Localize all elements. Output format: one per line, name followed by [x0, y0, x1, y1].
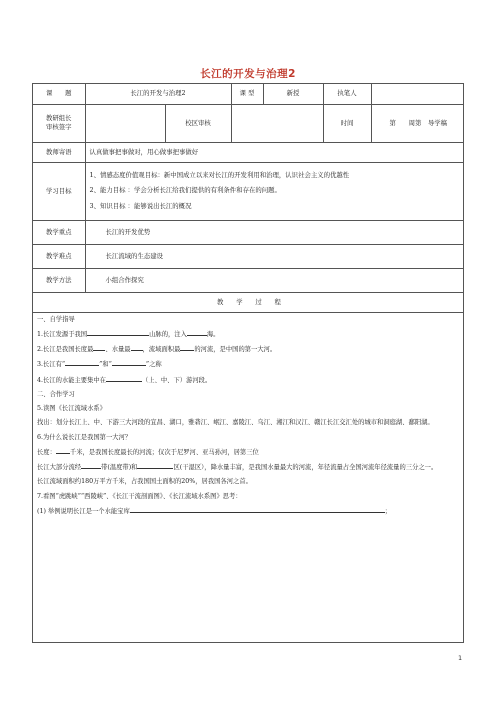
section-cooperative: 二、合作学习 [37, 390, 75, 398]
group-sign-value [85, 104, 165, 142]
question-5: 5.读图《长江流域水系》 [37, 405, 106, 412]
goals-label: 学习目标 [33, 162, 85, 220]
lesson-plan-sheet [32, 83, 464, 643]
question-6-length: 长度： 千米，是我国长度最长的河流；仅次于尼罗河、亚马孙河，居第三位 [37, 448, 259, 456]
page-number: 1 [458, 654, 463, 662]
author-value [371, 84, 464, 104]
goal-item: 3、知识目标 ：能够说出长江的概况 [89, 201, 192, 210]
question-3: 3.长江有“ ”和“ ”之称 [37, 361, 162, 369]
question-6-climate: 长江大部分流经 带(温度带)和 区(干湿区），降水量丰富，是我国水量最大的河流，年径流量占全国河流年径流量的三分之一。 [37, 464, 438, 471]
question-5-text: 找出：划分长江上、中、下游三大河段的宜昌、湖口，雅砻江、岷江、嘉陵江、乌江、湘江和汉江、赣江长江交汇处的城市和洞庭湖、鄱阳湖。 [37, 419, 434, 427]
section-self-study: 一、自学指导 [37, 315, 75, 323]
goals-list [85, 162, 464, 220]
question-7: 7.看图“虎跳峡”“西陵峡”、《长江干流剖面图》、《长江流域水系图》思考： [37, 492, 242, 500]
process-header: 教 学 过 程 [33, 292, 464, 312]
teacher-note-label: 教师寄语 [33, 142, 85, 162]
key-point-label: 教学重点 [33, 220, 85, 244]
question-4: 4.长江的水能主要集中在 （上、中、下）游河段。 [37, 376, 212, 384]
key-point-value: 长江的开发优势 [85, 220, 464, 244]
topic-value: 长江的开发与治理2 [85, 84, 231, 104]
school-review-value [231, 104, 323, 142]
method-value: 小组合作探究 [85, 268, 464, 292]
lesson-info-table [33, 84, 464, 313]
type-label: 课 型 [231, 84, 263, 104]
document-title: 长江的开发与治理2 [200, 68, 296, 80]
group-sign-label-line1: 教研组长 [45, 114, 72, 123]
method-label: 教学方法 [33, 268, 85, 292]
question-2: 2.长江是我国长度最 、水量最 ，流域面积最 的河流，是中国的第一大河。 [37, 346, 277, 353]
difficult-point-label: 教学难点 [33, 244, 85, 268]
question-6: 6.为什么说长江是我国第一大河？ [37, 433, 132, 441]
time-value: 第 周第 导学稿 [371, 104, 464, 142]
goal-item: 2、能力目标 ：学会分析长江给我们提供的有利条件和存在的问题。 [89, 186, 281, 195]
process-body [33, 313, 463, 524]
type-value: 新授 [263, 84, 323, 104]
time-label: 时间 [323, 104, 371, 142]
question-1: 1.长江发源于我国 山脉的，注入 海。 [37, 330, 220, 338]
school-review-label: 校区审核 [165, 104, 231, 142]
question-6-area: 长江流域面积约180万平方千米，占我国国土面积的20%，居我国各河之首。 [37, 478, 252, 486]
question-7-1: (1) 举例说明长江是一个水能宝库 ； [37, 507, 392, 515]
group-sign-label [33, 104, 85, 142]
difficult-point-value: 长江流域的生态建设 [85, 244, 464, 268]
author-label: 执笔人 [323, 84, 371, 104]
goal-item: 1、情感态度价值观目标：新中国成立以来对长江的开发利用和治理，认识社会主义的优越性 [89, 171, 350, 180]
topic-label: 课 题 [33, 84, 85, 104]
teacher-note-value: 认真做事把事做对，用心做事把事做好 [85, 142, 464, 162]
group-sign-label-line2: 审核签字 [45, 123, 72, 131]
